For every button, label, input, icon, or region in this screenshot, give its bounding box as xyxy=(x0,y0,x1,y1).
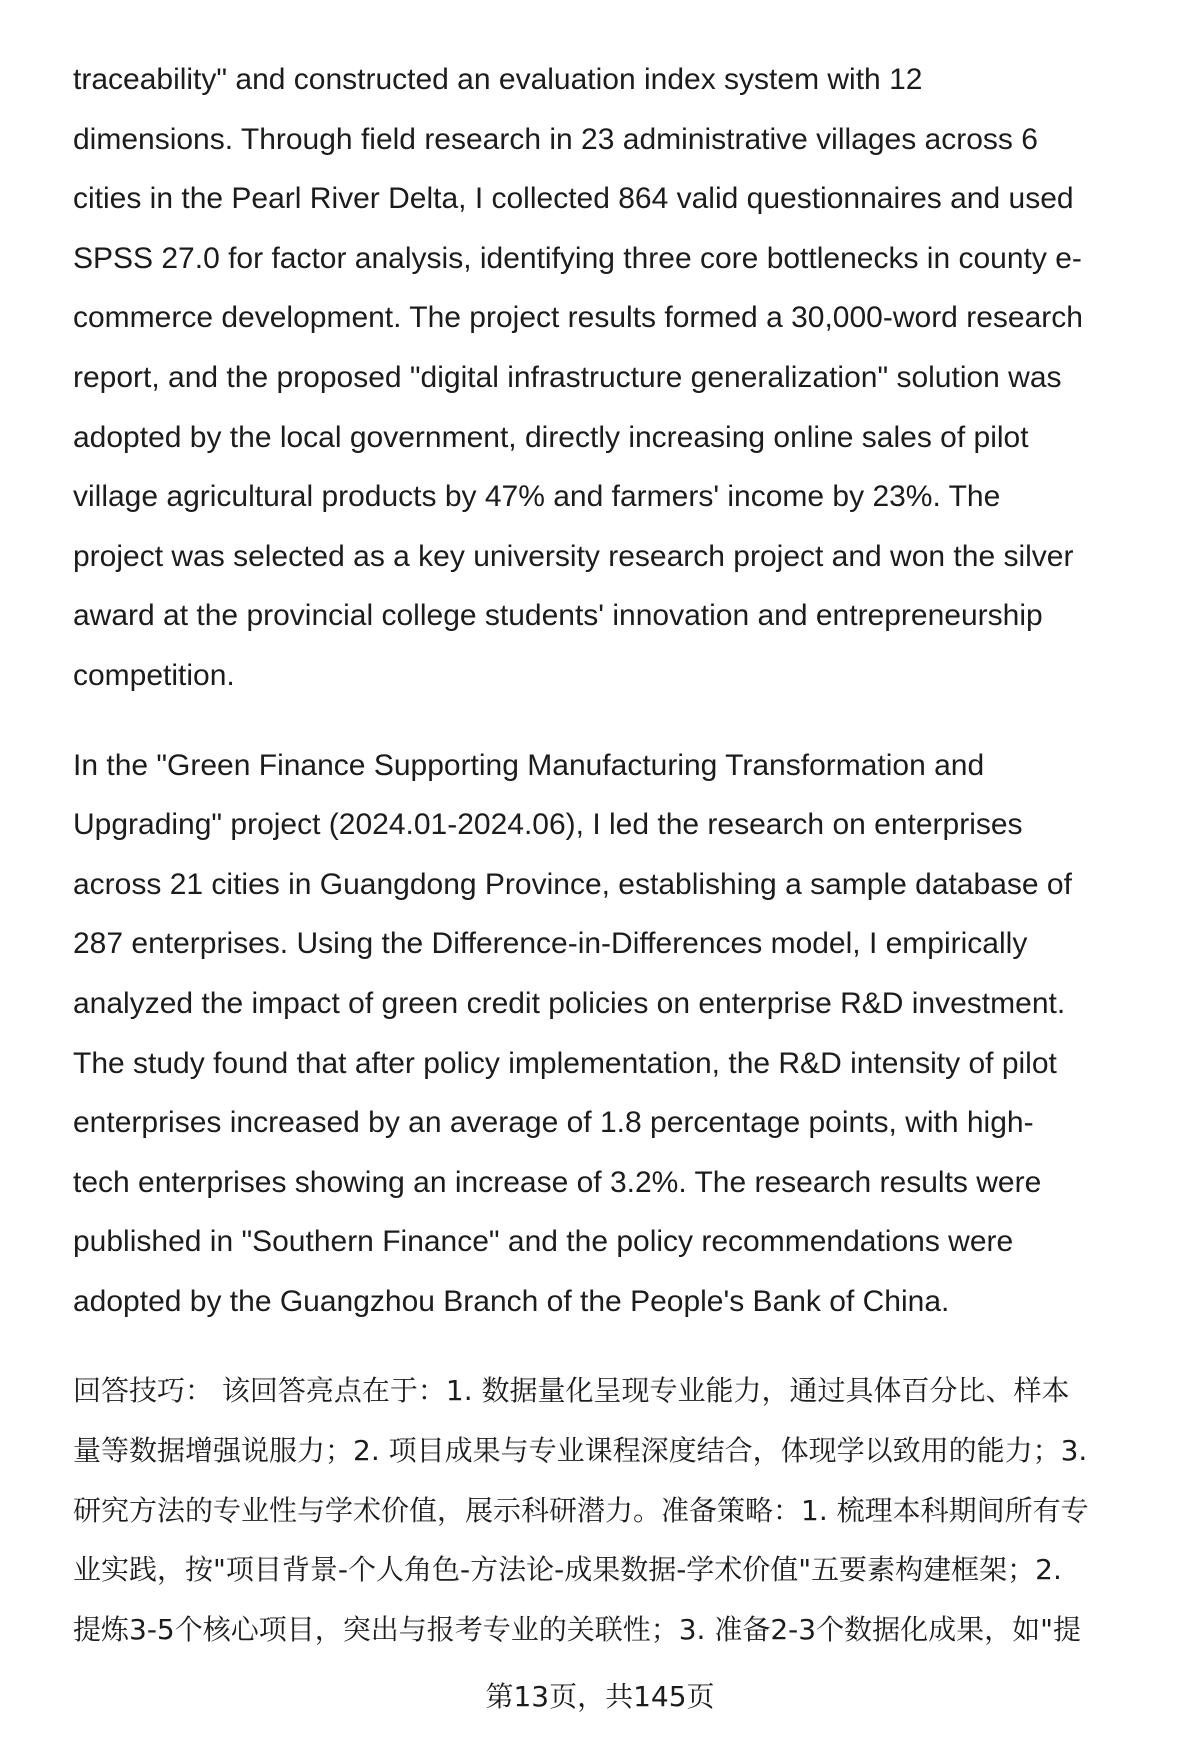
text-line: published in "Southern Finance" and the policy recommendations were xyxy=(73,1225,1014,1259)
paragraph-project-green-finance xyxy=(73,736,1163,1332)
paragraph-project-ecommerce xyxy=(73,50,1163,706)
text-line: The study found that after policy implementation, the R&D intensity of pilot xyxy=(73,1046,1057,1080)
text-line: Upgrading" project (2024.01-2024.06), I led the research on enterprises xyxy=(73,808,1023,842)
text-line: project was selected as a key university research project and won the silver xyxy=(73,539,1074,573)
text-line: award at the provincial college students' innovation and entrepreneurship xyxy=(73,599,1043,633)
document-body xyxy=(73,50,1163,1689)
text-line: across 21 cities in Guangdong Province, establishing a sample database of xyxy=(73,867,1072,901)
text-line: 287 enterprises. Using the Difference-in-Differences model, I empirically xyxy=(73,927,1028,961)
text-line: 研究方法的专业性与学术价值，展示科研潜力。准备策略：1. 梳理本科期间所有专 xyxy=(73,1493,1089,1527)
text-line: traceability" and constructed an evaluation index system with 12 xyxy=(73,63,923,96)
text-line: cities in the Pearl River Delta, I collected 864 valid questionnaires and used xyxy=(73,182,1074,216)
text-line: commerce development. The project results formed a 30,000-word research xyxy=(73,301,1083,335)
text-line: report, and the proposed "digital infrastructure generalization" solution was xyxy=(73,360,1062,394)
text-line: 提炼3-5个核心项目，突出与报考专业的关联性；3. 准备2-3个数据化成果，如"提 xyxy=(73,1612,1081,1646)
text-line: village agricultural products by 47% and farmers' income by 23%. The xyxy=(73,480,1001,514)
text-line: 回答技巧： 该回答亮点在于：1. 数据量化呈现专业能力，通过具体百分比、样本 xyxy=(73,1374,1070,1408)
text-line: analyzed the impact of green credit policies on enterprise R&D investment. xyxy=(73,986,1066,1020)
text-line: In the "Green Finance Supporting Manufacturing Transformation and xyxy=(73,748,985,782)
text-line: adopted by the local government, directly increasing online sales of pilot xyxy=(73,420,1029,454)
page-number-footer: 第13页，共145页 xyxy=(485,1680,715,1713)
text-line: 量等数据增强说服力；2. 项目成果与专业课程深度结合，体现学以致用的能力；3. xyxy=(73,1434,1088,1468)
paragraph-answer-tips xyxy=(73,1361,1163,1659)
text-line: enterprises increased by an average of 1.8 percentage points, with high- xyxy=(73,1106,1034,1140)
text-line: tech enterprises showing an increase of 3.2%. The research results were xyxy=(73,1165,1042,1199)
text-line: 业实践，按"项目背景-个人角色-方法论-成果数据-学术价值"五要素构建框架；2. xyxy=(73,1553,1062,1587)
text-line: adopted by the Guangzhou Branch of the People's Bank of China. xyxy=(73,1284,950,1318)
text-line: SPSS 27.0 for factor analysis, identifying three core bottlenecks in county e- xyxy=(73,241,1082,275)
text-line: dimensions. Through field research in 23 administrative villages across 6 xyxy=(73,122,1038,156)
text-line: competition. xyxy=(73,658,235,692)
